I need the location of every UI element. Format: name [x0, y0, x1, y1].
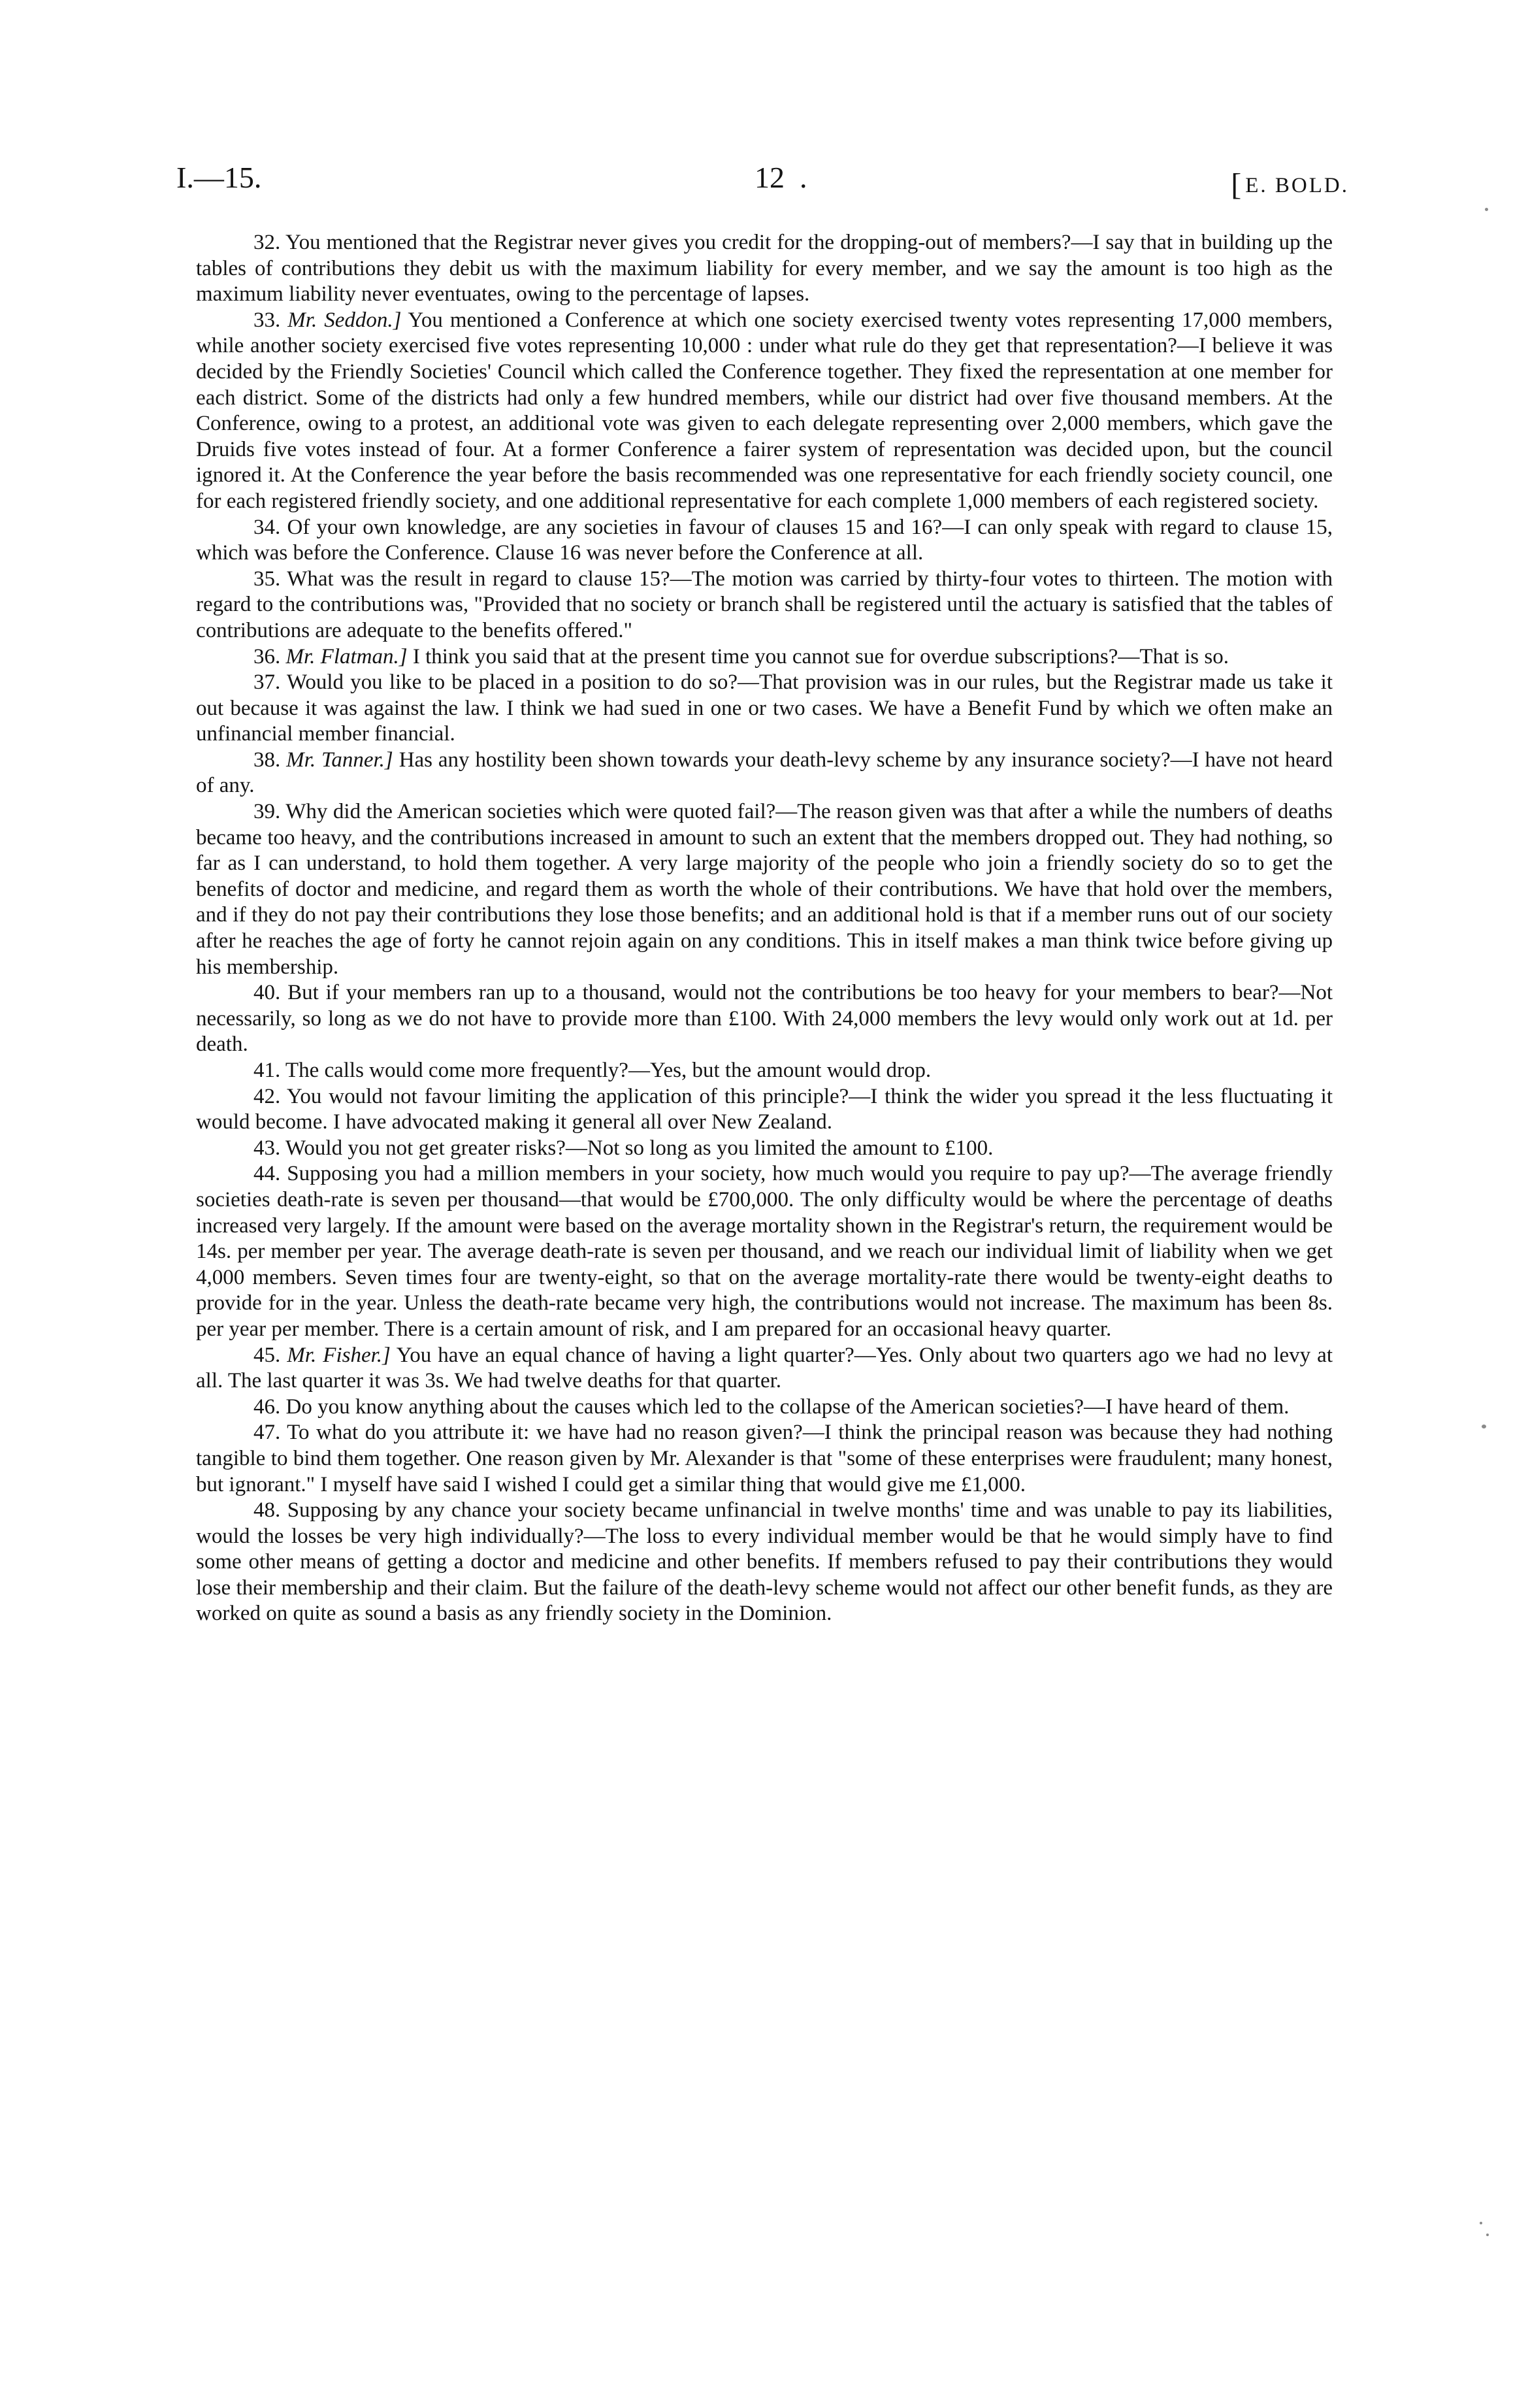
question-paragraph: 39. Why did the American societies which were quoted fail?—The reason given was that after a while the numbers of deaths became too heavy, and the contributions increased in amount to such an extent that the members dropped out. They had nothing, so far as I can understand, to hold them together. A very large majority of the people who join a friendly society do so to get the benefits of doctor and medicine, and regard them as worth the whole of their contributions. We have that hold over the members, and if they do not pay their contributions they lose those benefits; and an additional hold is that if a member runs out of our society after he reaches the age of forty he cannot rejoin again on any conditions. This in itself makes a man think twice before giving up his membership. [196, 800, 1333, 979]
question-paragraph: 43. Would you not get greater risks?—Not so long as you limited the amount to £100. [253, 1136, 994, 1160]
scan-speck [1485, 208, 1488, 211]
scan-speck [1482, 1425, 1486, 1428]
scan-speck [1486, 2234, 1489, 2236]
question-paragraph: 40. But if your members ran up to a thousand, would not the contributions be too heavy for your members to bear?—Not necessarily, so long as we do not have to provide more than £100. With 24,000 members the levy would only work out at 1d. per death. [196, 981, 1333, 1057]
witness-name: [ E. BOLD. [1231, 167, 1349, 202]
evidence-text [196, 230, 1333, 1627]
scan-speck [1480, 2222, 1482, 2224]
page-header [176, 160, 1349, 206]
question-paragraph: 48. Supposing by any chance your society became unfinancial in twelve months' time and was unable to pay its liabilities, would the losses be very high individually?—The loss to every individual member would be that he would simply have to find some other means of getting a doctor and medicine and other benefits. If members refused to pay their contributions they would lose their membership and their claim. But the failure of the death-levy scheme would not affect our other benefit funds, as they are worked on quite as sound a basis as any friendly society in the Dominion. [196, 1498, 1333, 1626]
question-paragraph: 38. Mr. Tanner.] Has any hostility been shown towards your death-levy scheme by any insurance society?—I have not heard of any. [196, 748, 1333, 798]
question-paragraph: 34. Of your own knowledge, are any societies in favour of clauses 15 and 16?—I can only speak with regard to clause 15, which was before the Conference. Clause 16 was never before the Conference at all. [196, 515, 1333, 565]
question-paragraph: 35. What was the result in regard to clause 15?—The motion was carried by thirty-four votes to thirteen. The motion with regard to the contributions was, "Provided that no society or branch shall be registered until the actuary is satisfied that the tables of contributions are adequate to the benefits offered." [196, 567, 1333, 642]
paper-code: I.—15. [176, 161, 262, 194]
question-paragraph: 46. Do you know anything about the causes which led to the collapse of the American societies?—I have heard of them. [253, 1394, 1290, 1419]
question-paragraph: 45. Mr. Fisher.] You have an equal chance of having a light quarter?—Yes. Only about two quarters ago we had no levy at all. The last quarter it was 3s. We had twelve deaths for that quarter. [196, 1343, 1333, 1393]
question-paragraph: 33. Mr. Seddon.] You mentioned a Conference at which one society exercised twenty votes representing 17,000 members, while another society exercised five votes representing 10,000 : under what rule do they get that representation?—I believe it was decided by the Friendly Societies' Council which called the Conference together. They fixed the representation at one member for each district. Some of the districts had only a few hundred members, while our district had over five thousand members. At the Conference, owing to a protest, an additional vote was given to each delegate representing over 2,000 members, which gave the Druids five votes instead of four. At a former Conference a fairer system of representation was decided upon, but the council ignored it. At the Conference the year before the basis recommended was one representative for each friendly society council, one for each registered friendly society, and one additional representative for each complete 1,000 members of each registered society. [196, 308, 1333, 513]
page-number: 12 . [755, 161, 807, 194]
question-paragraph: 41. The calls would come more frequently?—Yes, but the amount would drop. [253, 1059, 932, 1082]
question-paragraph: 44. Supposing you had a million members in your society, how much would you require to pay up?—The average friendly societies death-rate is seven per thousand—that would be £700,000. The only difficulty would be where the percentage of deaths increased very largely. If the amount were based on the average mortality shown in the Registrar's return, the requirement would be 14s. per member per year. The average death-rate is seven per thousand, and we reach our individual limit of liability when we get 4,000 members. Seven times four are twenty-eight, so that on the average mortality-rate there would be twenty-eight deaths to provide for in the year. Unless the death-rate became very high, the contributions would not increase. The maximum has been 8s. per year per member. There is a certain amount of risk, and I am prepared for an occasional heavy quarter. [196, 1162, 1333, 1341]
question-paragraph: 37. Would you like to be placed in a position to do so?—That provision was in our rules, but the Registrar made us take it out because it was against the law. I think we had sued in one or two cases. We have a Benefit Fund by which we often make an unfinancial member financial. [196, 670, 1333, 746]
question-paragraph: 42. You would not favour limiting the application of this principle?—I think the wider you spread it the less fluctuating it would become. I have advocated making it general all over New Zealand. [196, 1084, 1333, 1134]
question-paragraph: 47. To what do you attribute it: we have had no reason given?—I think the principal reason was because they had nothing tangible to bind them together. One reason given by Mr. Alexander is that "some of these enterprises were fraudulent; many honest, but ignorant." I myself have said I wished I could get a similar thing that would give me £1,000. [196, 1421, 1333, 1496]
question-paragraph: 36. Mr. Flatman.] I think you said that at the present time you cannot sue for overdue subscriptions?—That is so. [253, 644, 1229, 668]
question-paragraph: 32. You mentioned that the Registrar never gives you credit for the dropping-out of members?—I say that in building up the tables of contributions they debit us with the maximum liability for every member, and we say the amount is too high as the maximum liability never eventuates, owing to the percentage of lapses. [196, 231, 1333, 306]
